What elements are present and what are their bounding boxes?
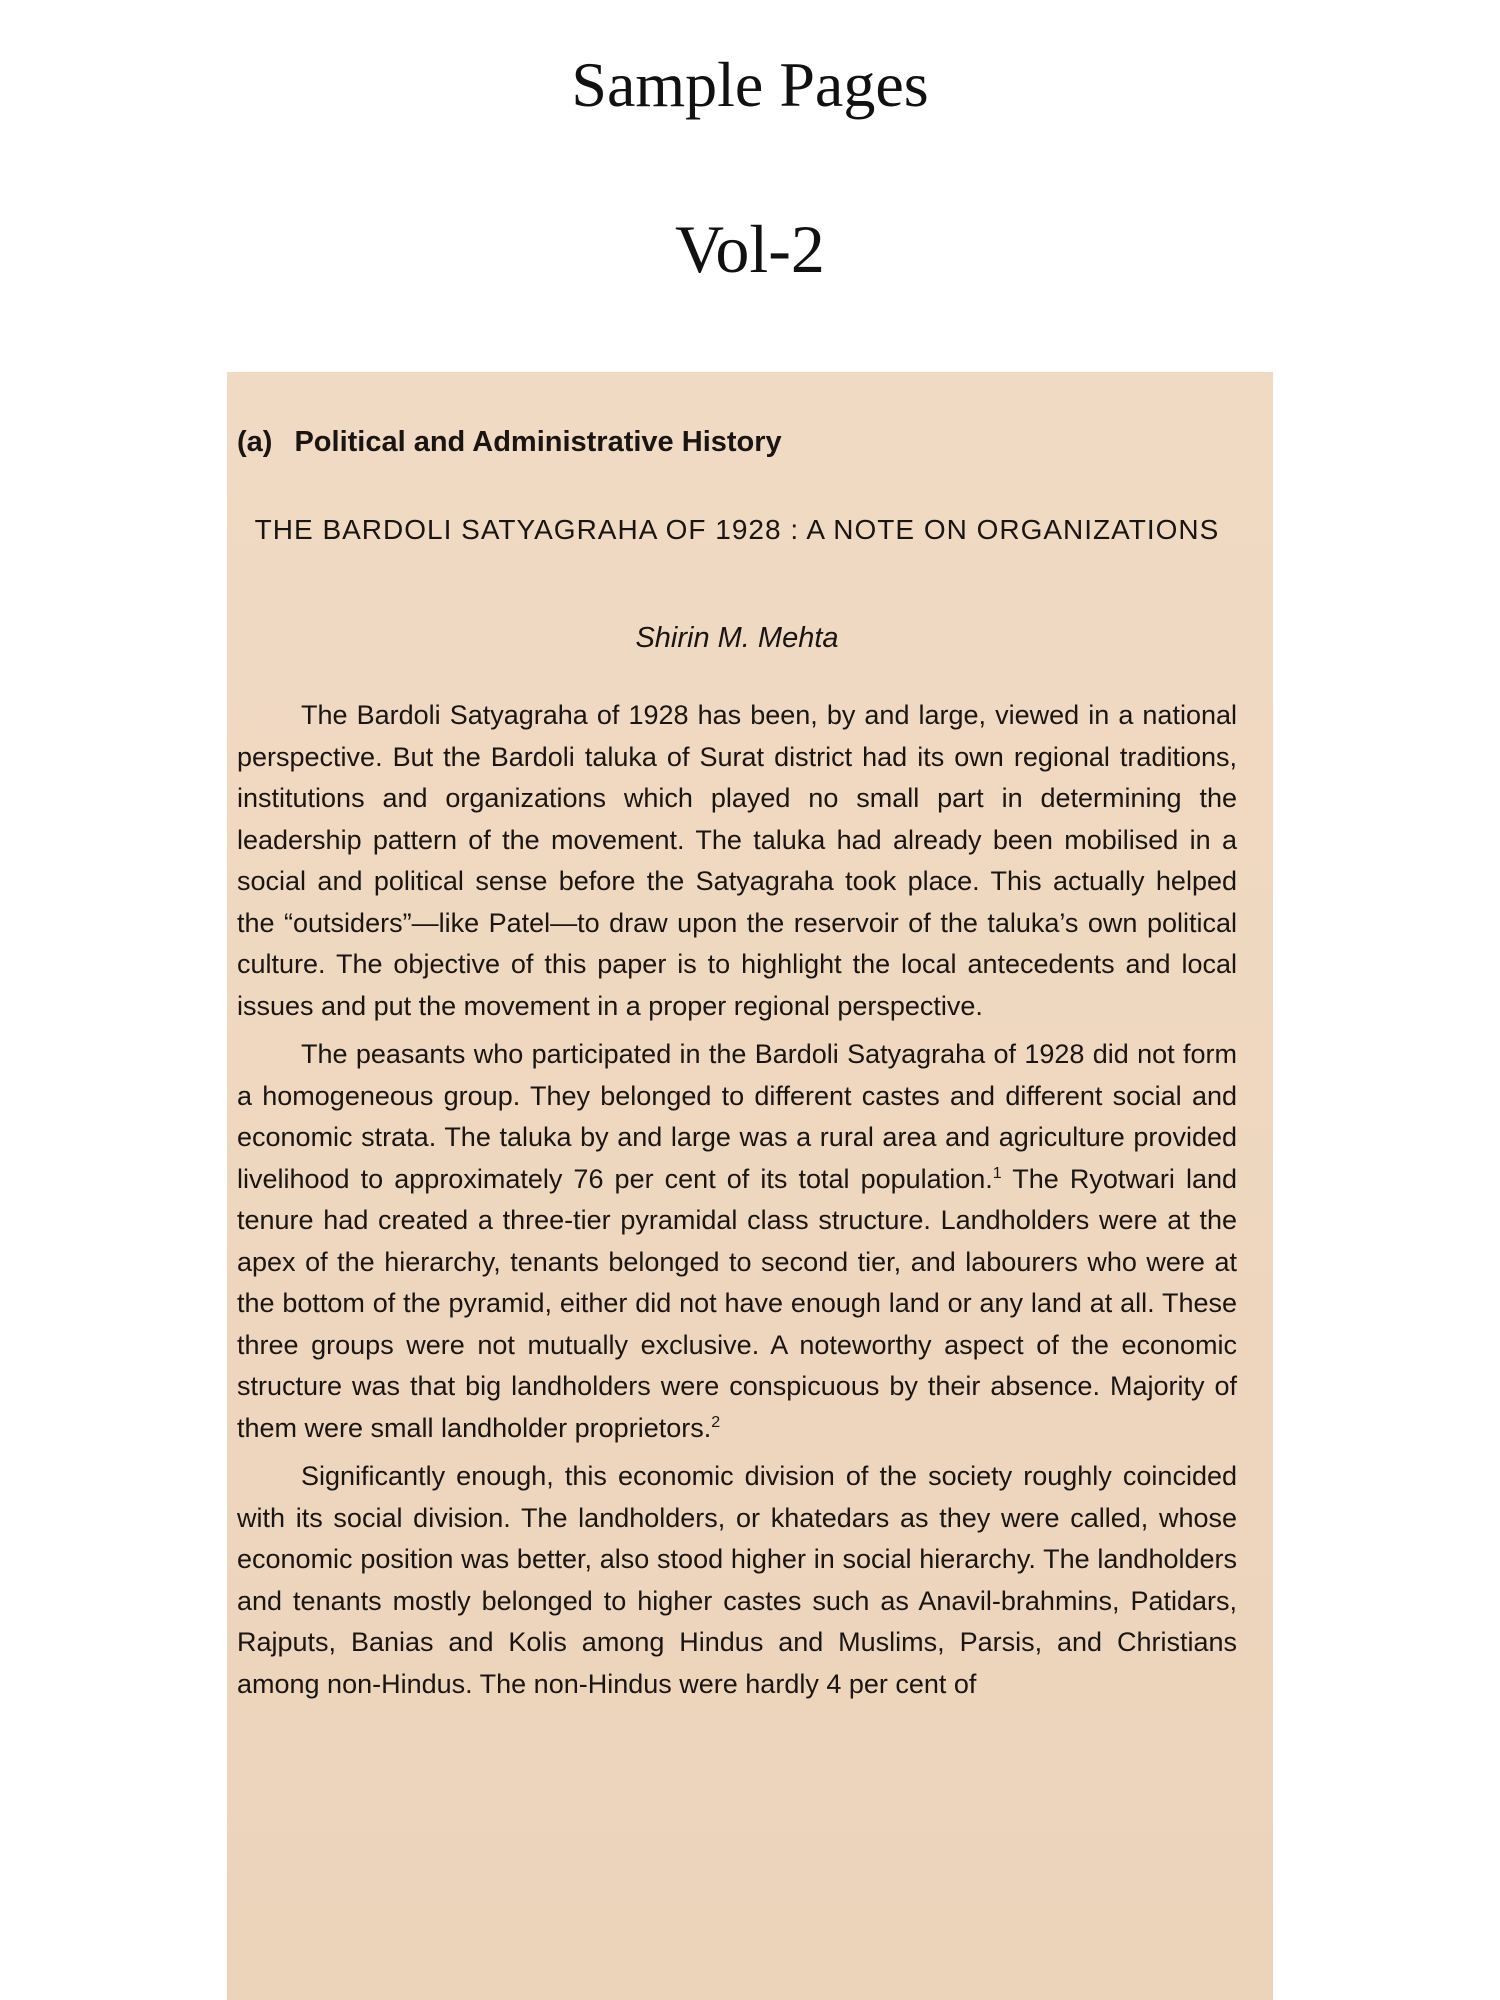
paragraph [237, 1034, 1237, 1449]
footnote-marker: 1 [992, 1164, 1002, 1182]
scanned-book-page [227, 372, 1273, 2000]
page-title: Sample Pages [571, 49, 929, 120]
paragraph: Significantly enough, this economic division of the society roughly coincided with its social division. The landholders, or khatedars as they were called, whose economic position was better, also stood higher in social hierarchy. The landholders and tenants mostly belonged to higher castes such as Anavil-brahmins, Patidars, Rajputs, Banias and Kolis among Hindus and Muslims, Parsis, and Christians among non-Hindus. The non-Hindus were hardly 4 per cent of [237, 1461, 1237, 1699]
volume-title: Vol-2 [675, 211, 825, 287]
paragraph: The Bardoli Satyagraha of 1928 has been, by and large, viewed in a national perspective. But the Bardoli taluka of Surat district had its own regional traditions, institutions and organizations which played no small part in determining the leadership pattern of the movement. The taluka had already been mobilised in a social and political sense before the Satyagraha took place. This actually helped the “outsiders”—like Patel—to draw upon the reservoir of the taluka’s own political culture. The objective of this paper is to highlight the local antecedents and local issues and put the movement in a proper regional perspective. [237, 700, 1237, 1021]
article-body [237, 695, 1237, 1712]
article-author: Shirin M. Mehta [635, 622, 839, 654]
paragraph-text: The Ryotwari land tenure had created a three-tier pyramidal class structure. Landholders were at the apex of the hierarchy, tenants belonged to second tier, and labourers who were at the bottom of the pyramid, either did not have enough land or any land at all. These three groups were not mutually exclusive. A noteworthy aspect of the economic structure was that big landholders were conspicuous by their absence. Majority of them were small landholder proprietors. [237, 1163, 1238, 1443]
article-title: THE BARDOLI SATYAGRAHA OF 1928 : A NOTE ON ORGANIZATIONS [254, 514, 1220, 545]
paragraph-text: The peasants who participated in the Bardoli Satyagraha of 1928 did not form a homogeneous group. They belonged to different castes and different social and economic strata. The taluka by and large was a rural area and agriculture provided livelihood to approximately 76 per cent of its total population. [237, 1039, 1237, 1194]
footnote-marker: 2 [711, 1413, 721, 1431]
section-label: (a) [237, 426, 273, 458]
section-heading-text: Political and Administrative History [294, 426, 782, 458]
section-heading [237, 426, 782, 459]
